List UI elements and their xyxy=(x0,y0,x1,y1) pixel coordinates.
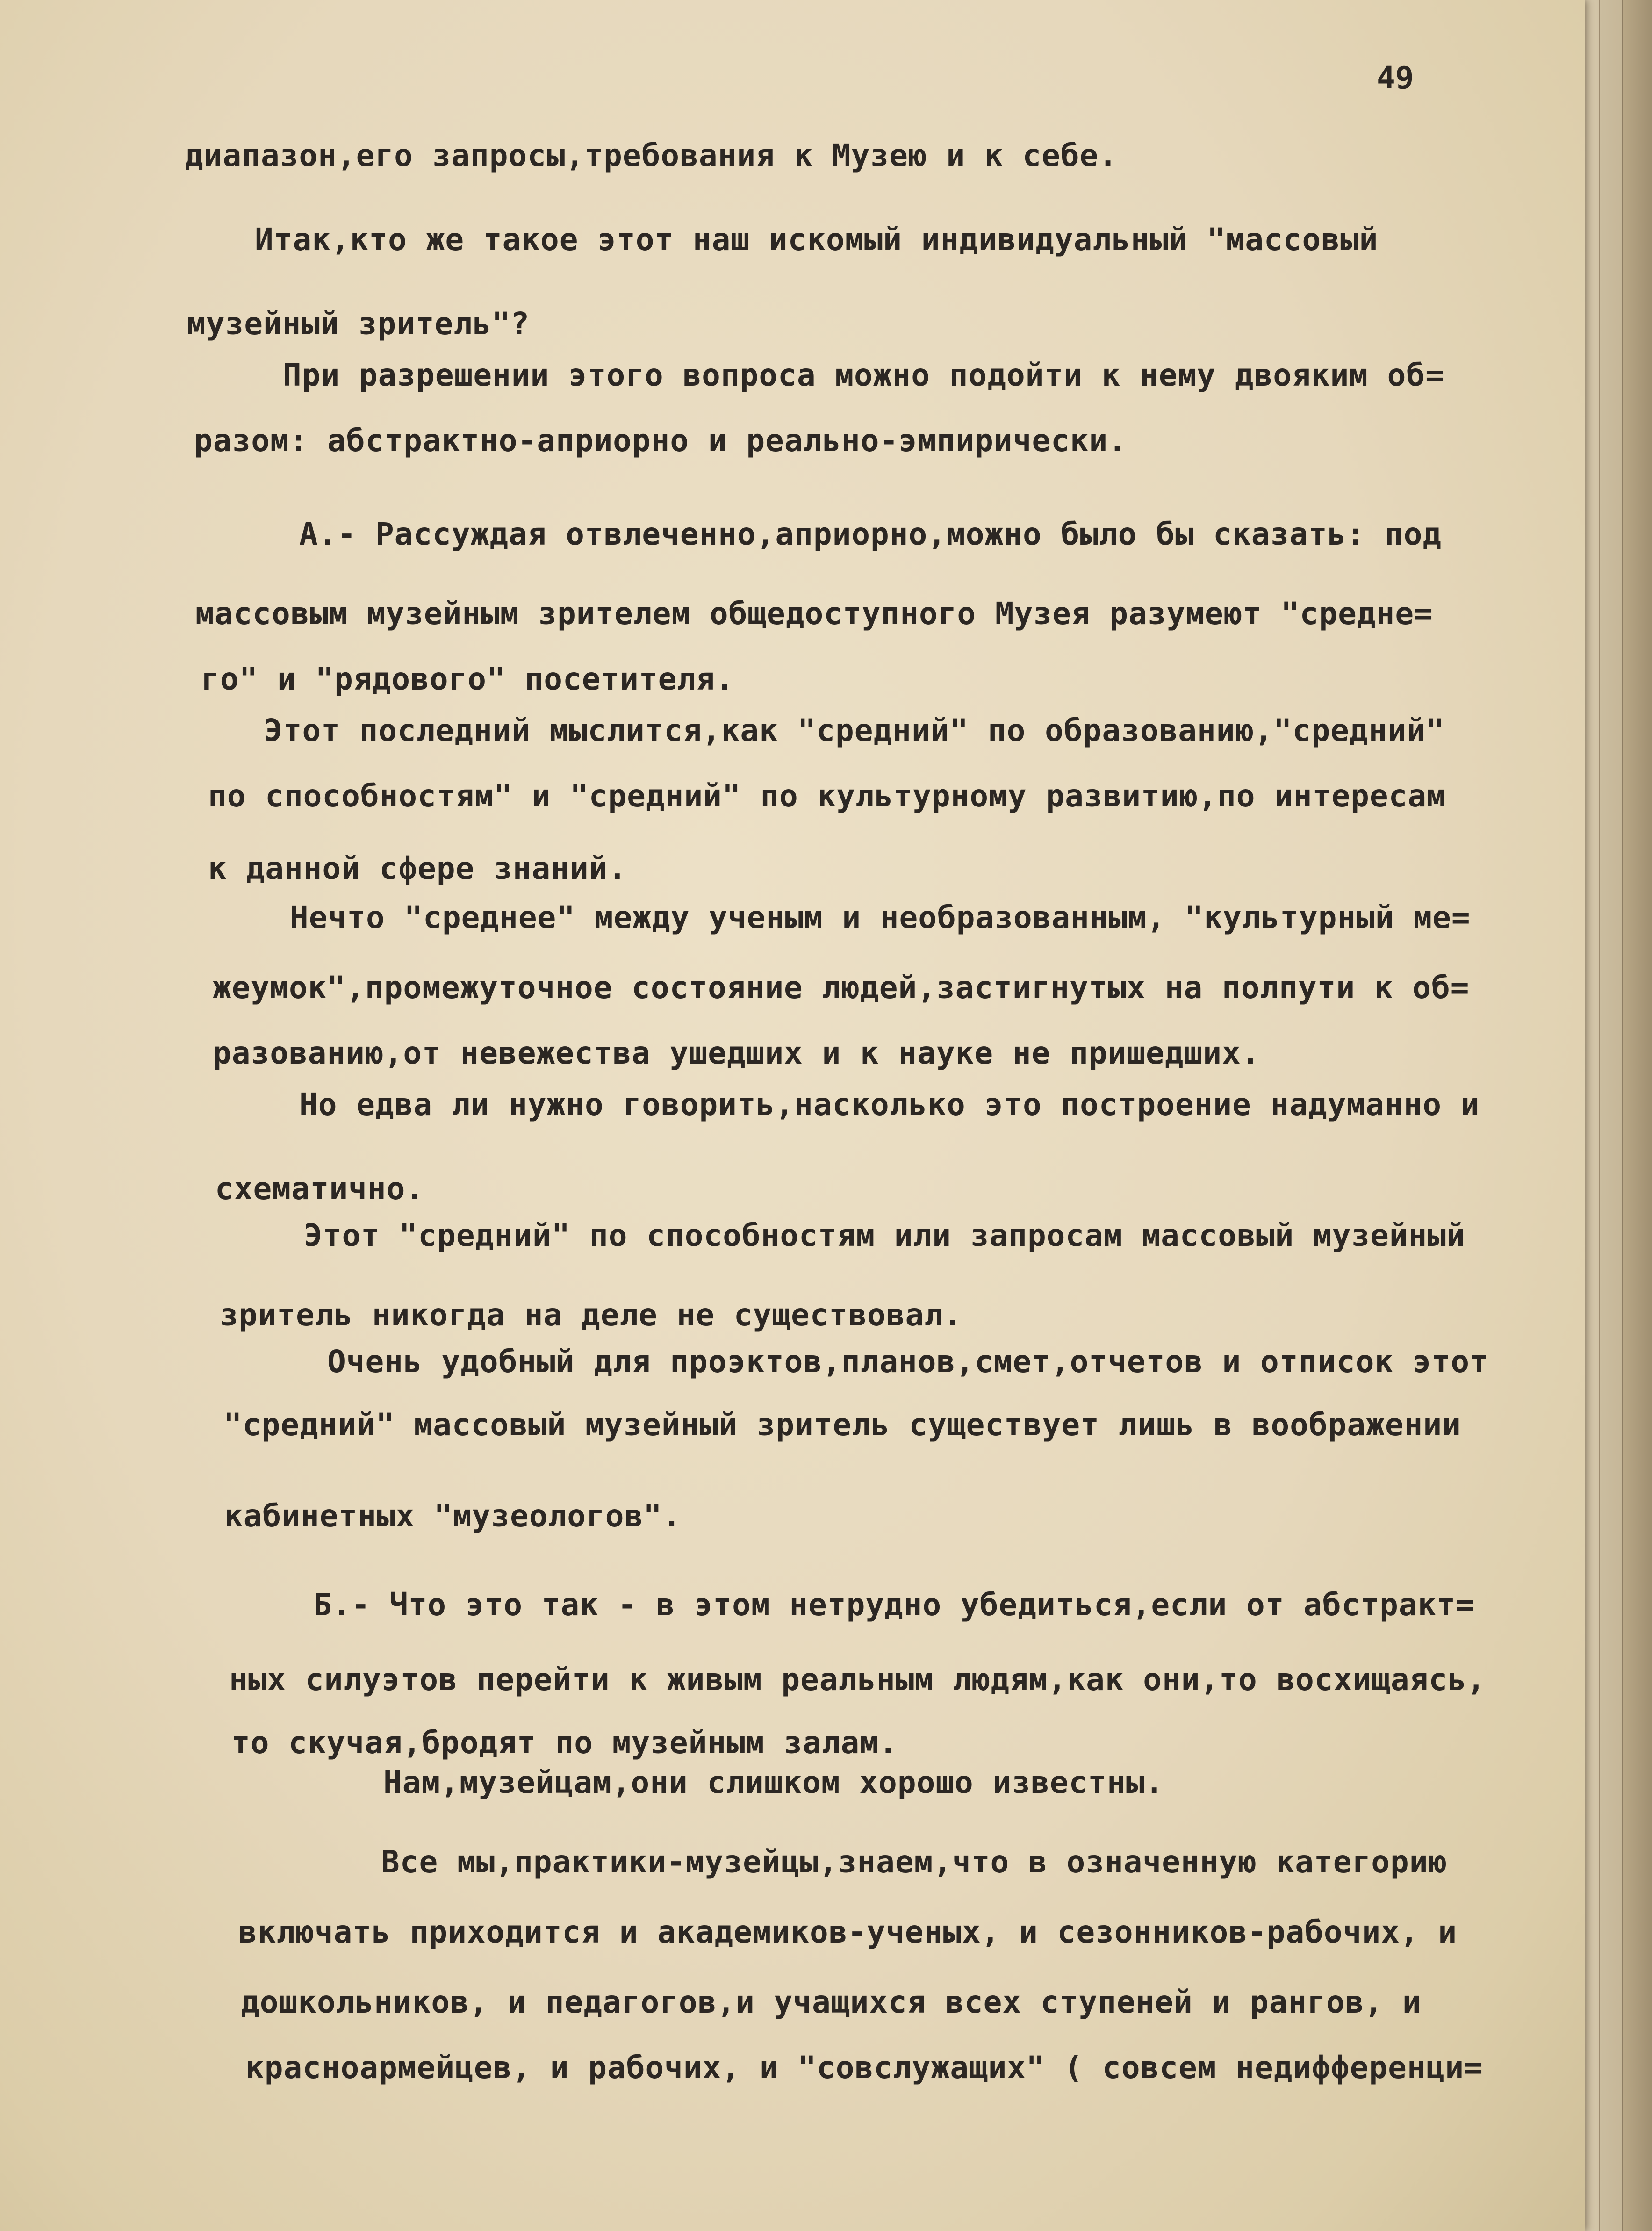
text-line: Нам,музейцам,они слишком хорошо известны. xyxy=(383,1764,1164,1800)
text-line: Очень удобный для проэктов,планов,смет,отчетов и отписок этот xyxy=(327,1344,1489,1380)
text-line: "средний" массовый музейный зритель существует лишь в воображении xyxy=(223,1407,1461,1443)
text-line: Нечто "среднее" между ученым и необразованным, "культурный ме= xyxy=(290,900,1471,936)
text-line: диапазон,его запросы,требования к Музею и к себе. xyxy=(185,137,1118,173)
text-line: дошкольников, и педагогов,и учащихся всех ступеней и рангов, и xyxy=(241,1984,1422,2020)
text-line: включать приходится и академиков-ученых, и сезонников-рабочих, и xyxy=(238,1914,1458,1950)
text-line: ных силуэтов перейти к живым реальным людям,как они,то восхищаясь, xyxy=(229,1662,1486,1698)
text-line: массовым музейным зрителем общедоступного Музея разумеют "средне= xyxy=(195,596,1433,632)
text-line: музейный зритель"? xyxy=(187,306,530,342)
text-line: Б.- Что это так - в этом нетрудно убедиться,если от абстракт= xyxy=(313,1587,1475,1623)
text-line: разованию,от невежества ушедших и к науке не пришедших. xyxy=(213,1035,1260,1071)
text-line: кабинетных "музеологов". xyxy=(224,1498,682,1534)
text-line: Этот "средний" по способностям или запросам массовый музейный xyxy=(304,1217,1465,1253)
text-line: го" и "рядового" посетителя. xyxy=(201,661,734,697)
text-line: к данной сфере знаний. xyxy=(208,850,627,886)
text-line: Итак,кто же такое этот наш искомый индивидуальный "массовый xyxy=(255,222,1379,258)
text-line: А.- Рассуждая отвлеченно,априорно,можно было бы сказать: под xyxy=(299,516,1442,552)
text-line: разом: абстрактно-априорно и реально-эмпирически. xyxy=(194,423,1128,459)
text-line: жеумок",промежуточное состояние людей,застигнутых на полпути к об= xyxy=(213,970,1470,1006)
text-line: схематично. xyxy=(215,1171,425,1207)
text-line: по способностям" и "средний" по культурному развитию,по интересам xyxy=(208,778,1446,814)
text-line: При разрешении этого вопроса можно подойти к нему двояким об= xyxy=(283,357,1444,393)
text-line: то скучая,бродят по музейным залам. xyxy=(231,1725,898,1761)
text-line: зритель никогда на деле не существовал. xyxy=(220,1297,962,1333)
text-line: красноармейцев, и рабочих, и "совслужащих" ( совсем недифференци= xyxy=(245,2050,1483,2086)
stacked-page-edge xyxy=(1622,0,1652,2231)
text-line: Все мы,практики-музейцы,знаем,что в означенную категорию xyxy=(381,1844,1448,1880)
page-number: 49 xyxy=(1377,60,1414,96)
text-line: Этот последний мыслится,как "средний" по образованию,"средний" xyxy=(264,712,1445,748)
text-line: Но едва ли нужно говорить,насколько это построение надуманно и xyxy=(299,1087,1480,1123)
